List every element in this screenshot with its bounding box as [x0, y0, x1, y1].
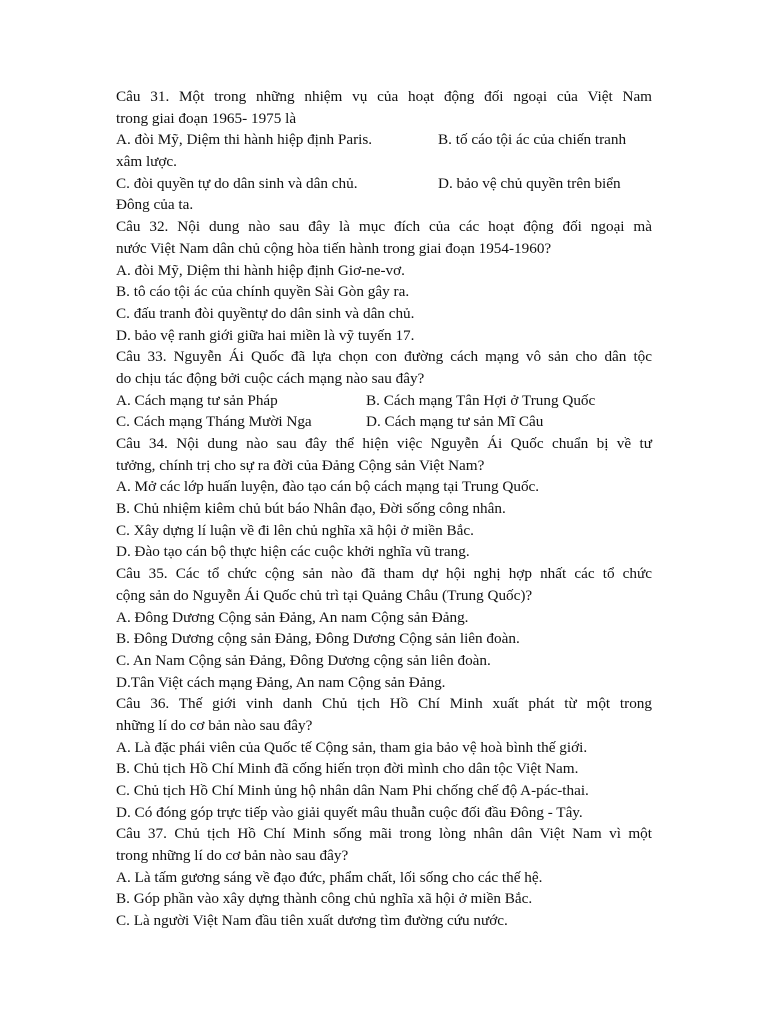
question-32-option-b: B. tô cáo tội ác của chính quyền Sài Gòn gây ra. — [116, 283, 410, 301]
question-34-option-d: D. Đào tạo cán bộ thực hiện các cuộc khởi nghĩa vũ trang. — [116, 543, 470, 561]
question-37-stem-line-1: Câu 37. Chủ tịch Hồ Chí Minh sống mãi trong lòng nhân dân Việt Nam vì một — [116, 825, 652, 843]
question-33-option-c: C. Cách mạng Tháng Mười Nga — [116, 413, 312, 431]
question-33-stem-line-1: Câu 33. Nguyễn Ái Quốc đã lựa chọn con đường cách mạng vô sản cho dân tộc — [116, 348, 652, 366]
question-31-option-a: A. đòi Mỹ, Diệm thi hành hiệp định Paris. — [116, 131, 373, 149]
question-32-stem-line-2: nước Việt Nam dân chủ cộng hòa tiến hành trong giai đoạn 1954-1960? — [116, 239, 552, 257]
question-35-option-c: C. An Nam Cộng sản Đảng, Đông Dương cộng sản liên đoàn. — [116, 651, 491, 669]
question-37-option-c: C. Là người Việt Nam đầu tiên xuất dương tìm đường cứu nước. — [116, 912, 508, 930]
question-31-option-b: B. tố cáo tội ác của chiến tranh — [438, 131, 627, 149]
question-35-option-b: B. Đông Dương cộng sản Đảng, Đông Dương Cộng sản liên đoàn. — [116, 630, 520, 648]
question-33-option-b: B. Cách mạng Tân Hợi ở Trung Quốc — [366, 391, 596, 409]
question-31-option-d: D. bảo vệ chủ quyền trên biển — [438, 174, 621, 192]
question-36-option-a: A. Là đặc phái viên của Quốc tế Cộng sản, tham gia bảo vệ hoà bình thế giới. — [116, 738, 588, 756]
question-36-option-d: D. Có đóng góp trực tiếp vào giải quyết mâu thuẫn cuộc đối đầu Đông - Tây. — [116, 803, 583, 821]
question-33-option-d: D. Cách mạng tư sản Mĩ Câu — [366, 413, 544, 431]
question-32-option-a: A. đòi Mỹ, Diệm thi hành hiệp định Giơ-ne-vơ. — [116, 261, 405, 279]
question-36-stem-line-2: những lí do cơ bản nào sau đây? — [116, 716, 313, 734]
question-35-option-a: A. Đông Dương Cộng sản Đảng, An nam Cộng sản Đảng. — [116, 608, 469, 626]
question-34-stem-line-1: Câu 34. Nội dung nào sau đây thể hiện việc Nguyễn Ái Quốc chuẩn bị về tư — [116, 435, 652, 452]
question-35-option-d: D.Tân Việt cách mạng Đảng, An nam Cộng sản Đảng. — [116, 673, 446, 691]
question-32-option-c: C. đấu tranh đòi quyềntự do dân sinh và dân chủ. — [116, 304, 415, 322]
question-36-option-b: B. Chủ tịch Hồ Chí Minh đã cống hiến trọn đời mình cho dân tộc Việt Nam. — [116, 760, 579, 778]
question-33-options-row-2 — [116, 411, 652, 433]
question-34-option-b: B. Chủ nhiệm kiêm chủ bút báo Nhân đạo, Đời sống công nhân. — [116, 500, 506, 518]
question-31-option-d-continued: Đông của ta. — [116, 196, 194, 214]
question-34-stem-line-2: tưởng, chính trị cho sự ra đời của Đảng Cộng sản Việt Nam? — [116, 456, 485, 474]
question-31-stem-line-2: trong giai đoạn 1965- 1975 là — [116, 109, 297, 127]
question-33-stem-line-2: do chịu tác động bởi cuộc cách mạng nào sau đây? — [116, 369, 425, 387]
question-33-option-a: A. Cách mạng tư sản Pháp — [116, 391, 278, 409]
question-31-options-row-1 — [116, 129, 652, 151]
question-32-stem-line-1: Câu 32. Nội dung nào sau đây là mục đích của các hoạt động đối ngoại mà — [116, 218, 652, 236]
question-33-options-row-1 — [116, 390, 652, 412]
question-37-option-b: B. Góp phần vào xây dựng thành công chủ nghĩa xã hội ở miền Bắc. — [116, 890, 533, 908]
question-36-option-c: C. Chủ tịch Hồ Chí Minh ủng hộ nhân dân Nam Phi chống chế độ A-pác-thai. — [116, 782, 589, 799]
question-31-option-c: C. đòi quyền tự do dân sinh và dân chủ. — [116, 174, 358, 192]
question-36-stem-line-1: Câu 36. Thế giới vinh danh Chủ tịch Hồ Chí Minh xuất phát từ một trong — [116, 695, 652, 713]
question-31-stem-line-1: Câu 31. Một trong những nhiệm vụ của hoạt động đối ngoại của Việt Nam — [116, 88, 652, 105]
document-page — [116, 86, 652, 932]
question-34-option-c: C. Xây dựng lí luận về đi lên chủ nghĩa xã hội ở miền Bắc. — [116, 521, 474, 539]
question-37-option-a: A. Là tấm gương sáng về đạo đức, phẩm chất, lối sống cho các thế hệ. — [116, 868, 543, 886]
question-35-stem-line-1: Câu 35. Các tổ chức cộng sản nào đã tham dự hội nghị hợp nhất các tổ chức — [116, 565, 652, 583]
question-31-option-b-continued: xâm lược. — [116, 153, 177, 171]
question-35-stem-line-2: cộng sản do Nguyễn Ái Quốc chủ trì tại Quảng Châu (Trung Quốc)? — [116, 586, 533, 604]
question-31-options-row-2 — [116, 173, 652, 195]
question-37-stem-line-2: trong những lí do cơ bản nào sau đây? — [116, 847, 349, 865]
question-32-option-d: D. bảo vệ ranh giới giữa hai miền là vỹ tuyến 17. — [116, 326, 415, 344]
question-34-option-a: A. Mở các lớp huấn luyện, đào tạo cán bộ cách mạng tại Trung Quốc. — [116, 478, 540, 496]
